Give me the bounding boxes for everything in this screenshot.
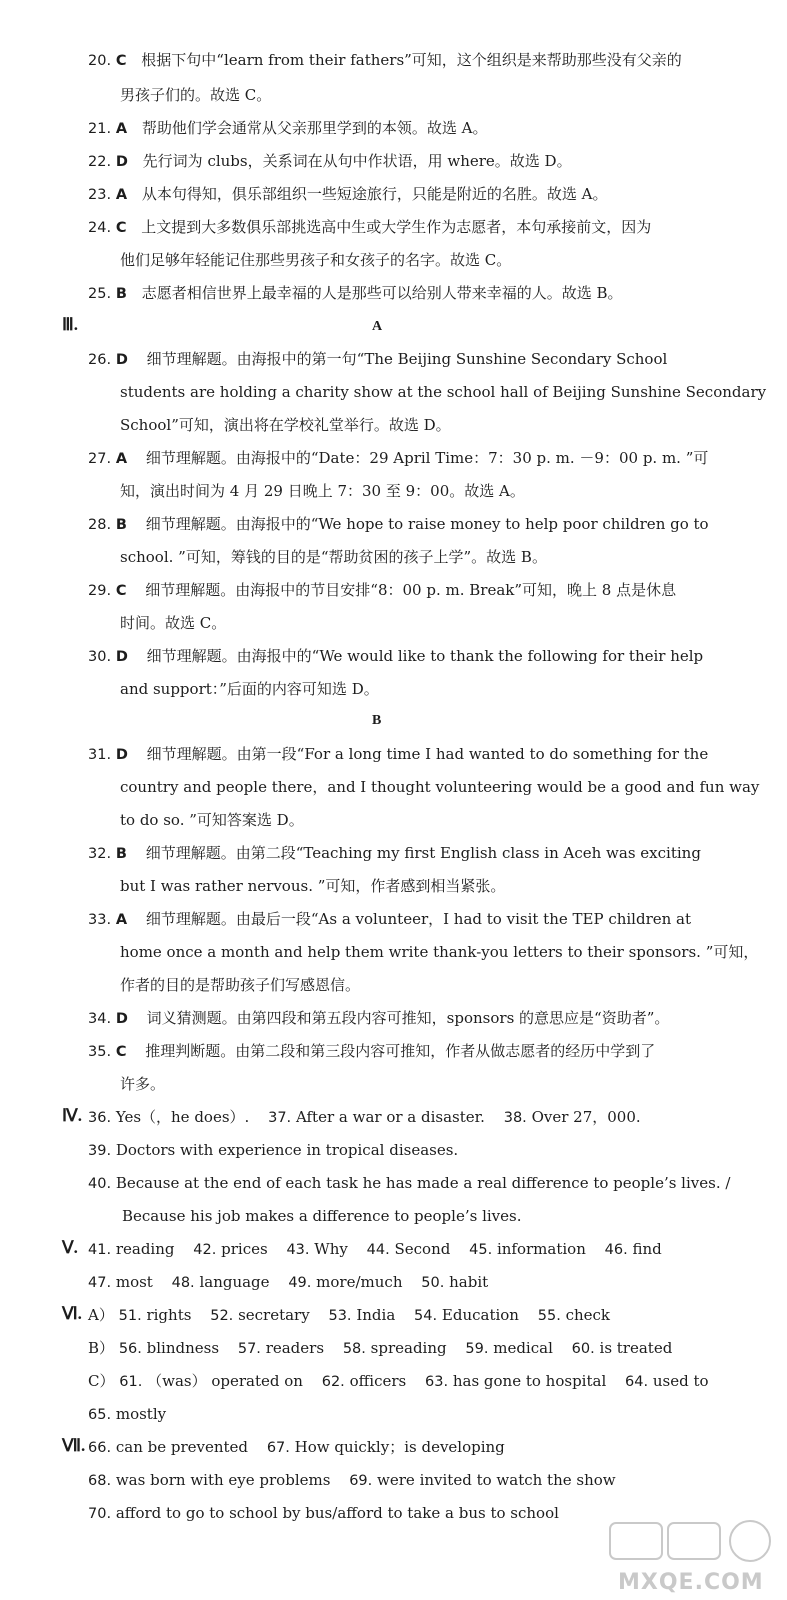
- answer-48: 48. language: [171, 1273, 270, 1291]
- section-7-numeral: Ⅶ.: [62, 1436, 86, 1455]
- answer-50: 50. habit: [421, 1273, 489, 1291]
- item-26: 26. D 细节理解题。由海报中的第一句“The Beijing Sunshine Secondary School: [88, 350, 668, 368]
- item-34: 34. D 词义猜测题。由第四段和第五段内容可推知，sponsors 的意思应是“资助者”。: [88, 1009, 670, 1027]
- answer-60: 60. is treated: [571, 1339, 673, 1357]
- section-4-row-1: [88, 1107, 655, 1128]
- item-21: 21. A 帮助他们学会通常从父亲那里学到的本领。故选 A。: [88, 119, 488, 137]
- item-30: 30. D 细节理解题。由海报中的“We would like to thank the following for their help: [88, 647, 704, 665]
- answer-64: 64. used to: [625, 1372, 709, 1390]
- part-c-label: C）: [88, 1372, 115, 1390]
- answer-37: 37. After a war or a disaster.: [268, 1108, 485, 1126]
- answer-59: 59. medical: [465, 1339, 553, 1357]
- item-27: 27. A 细节理解题。由海报中的“Date：29 April Time：7：30 p. m. －9：00 p. m. ”可: [88, 449, 709, 467]
- item-32: 32. B 细节理解题。由第二段“Teaching my first English class in Aceh was exciting: [88, 844, 701, 862]
- section-4-row-2: [88, 1140, 472, 1161]
- item-33-cont: home once a month and help them write thank-you letters to their sponsors. ”可知，: [120, 943, 759, 961]
- answer-43: 43. Why: [286, 1240, 348, 1258]
- item-28-cont: school. ”可知，筹钱的目的是“帮助贫困的孩子上学”。故选 B。: [120, 548, 547, 566]
- item-26-cont: students are holding a charity show at the school hall of Beijing Sunshine Secondary: [120, 383, 767, 401]
- item-24-cont: 他们足够年轻能记住那些男孩子和女孩子的名字。故选 C。: [120, 251, 512, 269]
- item-24: 24. C 上文提到大多数俱乐部挑选高中生或大学生作为志愿者，本句承接前文，因为: [88, 218, 652, 236]
- section-3-numeral: Ⅲ.: [62, 315, 78, 334]
- answer-67: 67. How quickly；is developing: [266, 1438, 505, 1456]
- section-5-row-1: [88, 1239, 676, 1260]
- answer-62: 62. officers: [321, 1372, 407, 1390]
- section-6-row-a: [88, 1305, 624, 1326]
- answer-53: 53. India: [328, 1306, 396, 1324]
- item-25: 25. B 志愿者相信世界上最幸福的人是那些可以给别人带来幸福的人。故选 B。: [88, 284, 623, 302]
- item-31: 31. D 细节理解题。由第一段“For a long time I had wanted to do something for the: [88, 745, 709, 763]
- item-35-cont: 许多。: [120, 1075, 166, 1093]
- section-6-numeral: Ⅵ.: [62, 1304, 82, 1323]
- answer-55: 55. check: [537, 1306, 611, 1324]
- item-28: 28. B 细节理解题。由海报中的“We hope to raise money to help poor children go to: [88, 515, 709, 533]
- section-6-row-c2: [88, 1404, 180, 1425]
- answer-58: 58. spreading: [342, 1339, 447, 1357]
- answer-42: 42. prices: [193, 1240, 268, 1258]
- item-33-cont2: 作者的目的是帮助孩子们写感恩信。: [120, 976, 361, 994]
- section-3-part-a-heading: A: [372, 319, 383, 334]
- answer-38: 38. Over 27，000.: [503, 1108, 641, 1126]
- part-b-label: B）: [88, 1339, 115, 1357]
- answer-54: 54. Education: [414, 1306, 519, 1324]
- answer-36: 36. Yes（，he does）.: [88, 1108, 250, 1126]
- item-31-cont2: to do so. ”可知答案选 D。: [120, 811, 304, 829]
- section-6-row-b: [88, 1338, 686, 1359]
- section-5-numeral: Ⅴ.: [62, 1238, 78, 1257]
- answer-44: 44. Second: [366, 1240, 451, 1258]
- item-20-cont: 男孩子们的。故选 C。: [120, 86, 272, 104]
- part-a-label: A）: [88, 1306, 114, 1324]
- section-7-row-2: [88, 1470, 630, 1491]
- item-29-cont: 时间。故选 C。: [120, 614, 227, 632]
- answer-63: 63. has gone to hospital: [425, 1372, 607, 1390]
- watermark-logo: [598, 1515, 787, 1600]
- item-32-cont: but I was rather nervous. ”可知，作者感到相当紧张。: [120, 877, 506, 895]
- section-5-row-2: [88, 1272, 502, 1293]
- answer-69: 69. were invited to watch the show: [349, 1471, 616, 1489]
- section-7-row-1: [88, 1437, 519, 1458]
- item-20: 20. C 根据下句中“learn from their fathers”可知，这个组织是来帮助那些没有父亲的: [88, 51, 682, 69]
- answer-51: 51. rights: [118, 1306, 192, 1324]
- watermark-text: MXQE.COM: [618, 1570, 764, 1595]
- section-7-row-3: [88, 1503, 573, 1524]
- item-35: 35. C 推理判断题。由第二段和第三段内容可推知，作者从做志愿者的经历中学到了: [88, 1042, 656, 1060]
- answer-66: 66. can be prevented: [88, 1438, 249, 1456]
- answer-56: 56. blindness: [118, 1339, 220, 1357]
- answer-41: 41. reading: [88, 1240, 175, 1258]
- answer-70: 70. afford to go to school by bus/afford to take a bus to school: [88, 1504, 559, 1522]
- section-4-numeral: Ⅳ.: [62, 1106, 82, 1125]
- item-22: 22. D 先行词为 clubs，关系词在从句中作状语，用 where。故选 D。: [88, 152, 572, 170]
- item-33: 33. A 细节理解题。由最后一段“As a volunteer，I had to visit the TEP children at: [88, 910, 692, 928]
- answer-52: 52. secretary: [210, 1306, 310, 1324]
- answer-45: 45. information: [469, 1240, 586, 1258]
- answer-57: 57. readers: [237, 1339, 325, 1357]
- answer-68: 68. was born with eye problems: [88, 1471, 331, 1489]
- item-29: 29. C 细节理解题。由海报中的节目安排“8：00 p. m. Break”可知，晚上 8 点是休息: [88, 581, 677, 599]
- section-6-row-c: [88, 1371, 723, 1392]
- item-27-cont: 知，演出时间为 4 月 29 日晚上 7：30 至 9：00。故选 A。: [120, 482, 525, 500]
- answer-40: 40. Because at the end of each task he has made a real difference to people’s lives. /: [88, 1174, 731, 1192]
- answer-61: 61. （was） operated on: [119, 1372, 303, 1390]
- section-4-row-4: Because his job makes a difference to people’s lives.: [122, 1207, 522, 1225]
- answer-49: 49. more/much: [288, 1273, 403, 1291]
- item-31-cont: country and people there，and I thought volunteering would be a good and fun way: [120, 778, 760, 796]
- answer-46: 46. find: [604, 1240, 662, 1258]
- item-26-cont2: School”可知，演出将在学校礼堂举行。故选 D。: [120, 416, 451, 434]
- answer-65: 65. mostly: [88, 1405, 167, 1423]
- item-30-cont: and support：”后面的内容可知选 D。: [120, 680, 379, 698]
- answer-39: 39. Doctors with experience in tropical diseases.: [88, 1141, 459, 1159]
- section-3-part-b-heading: B: [372, 713, 382, 728]
- watermark-box-2: [668, 1523, 720, 1559]
- answer-47: 47. most: [88, 1273, 153, 1291]
- section-4-row-3: [88, 1173, 744, 1194]
- item-23: 23. A 从本句得知，俱乐部组织一些短途旅行，只能是附近的名胜。故选 A。: [88, 185, 608, 203]
- watermark-circle: [730, 1521, 770, 1561]
- watermark-box-1: [610, 1523, 662, 1559]
